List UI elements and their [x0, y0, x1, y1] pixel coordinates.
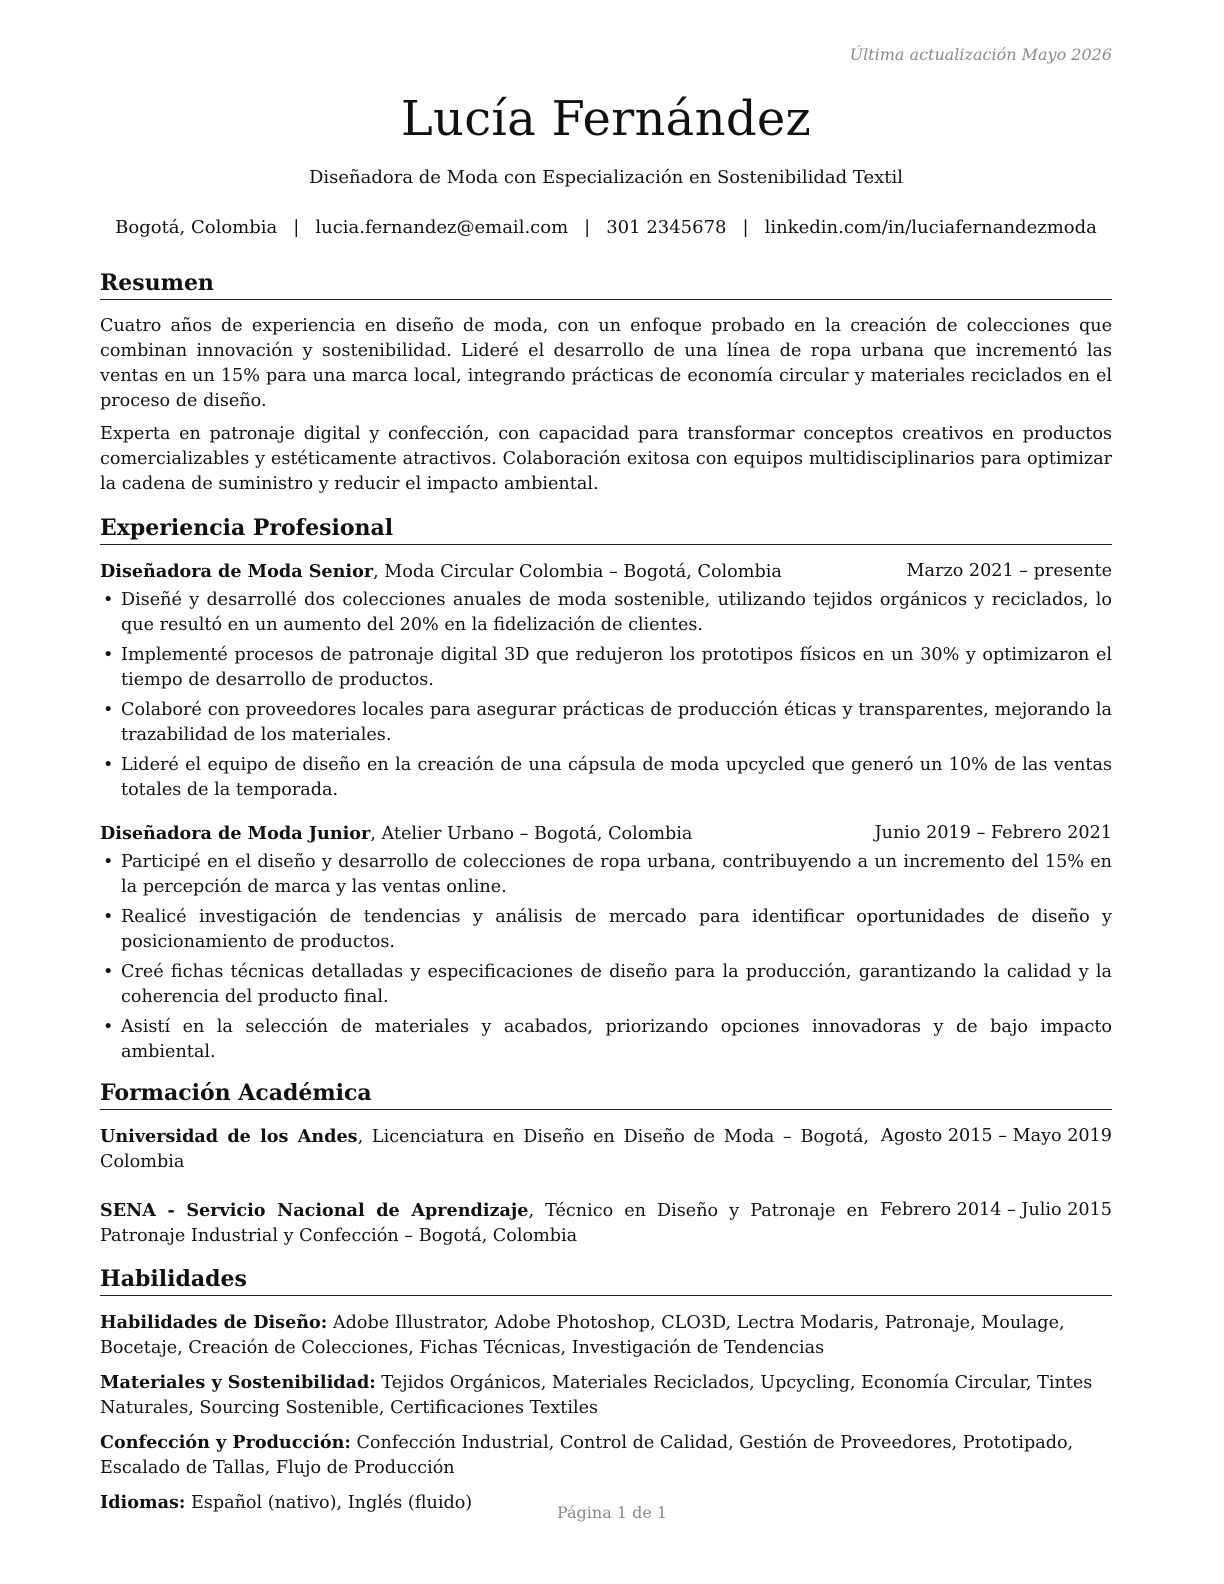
contact-separator: | [584, 217, 591, 238]
summary-paragraph-2: Experta en patronaje digital y confección, con capacidad para transformar conceptos creativos en productos comercializables y estéticamente atractivos. Colaboración exitosa con equipos multidisciplinarios para optimizar la cadena de suministro y reducir el impacto ambiental. [100, 424, 1112, 494]
skill-label: Habilidades de Diseño: [100, 1312, 328, 1333]
job-company: , Atelier Urbano – Bogotá, Colombia [370, 824, 693, 844]
education-institution: SENA - Servicio Nacional de Aprendizaje [100, 1200, 529, 1221]
skill-value: Español (nativo), Inglés (fluido) [185, 1493, 473, 1513]
list-item: • Creé fichas técnicas detalladas y especificaciones de diseño para la producción, garantizando la calidad y la coherencia del producto final. [103, 962, 1112, 1007]
list-item: • Lideré el equipo de diseño en la creación de una cápsula de moda upcycled que generó un 10% de las ventas totales de la temporada. [103, 755, 1112, 800]
bullet-icon: • [103, 755, 114, 775]
bullet-icon: • [103, 1017, 114, 1037]
contact-location: Bogotá, Colombia [115, 217, 278, 238]
job-bullets [100, 850, 1112, 1065]
job-header [100, 559, 1112, 585]
skill-label: Materiales y Sostenibilidad: [100, 1372, 376, 1393]
section-title-habilidades: Habilidades [100, 1265, 1112, 1296]
job-header [100, 821, 1112, 847]
page-number: Página 1 de 1 [556, 1503, 668, 1522]
job-bullets [100, 588, 1112, 803]
contact-email[interactable]: lucia.fernandez@email.com [315, 217, 569, 238]
job-role: Diseñadora de Moda Junior [100, 823, 371, 844]
job-dates: Junio 2019 – Febrero 2021 [874, 823, 1112, 843]
experience-section [100, 514, 1112, 1065]
education-detail: , Licenciatura en Diseño en Diseño de Moda – Bogotá, Colombia [100, 1127, 869, 1172]
list-item: • Diseñé y desarrollé dos colecciones anuales de moda sostenible, utilizando tejidos orgánicos y reciclados, lo que resultó en un aumento del 20% en la fidelización de clientes. [103, 590, 1112, 635]
contact-line [100, 215, 1112, 241]
job-role: Diseñadora de Moda Senior [100, 561, 374, 582]
education-institution: Universidad de los Andes [100, 1126, 358, 1147]
bullet-icon: • [103, 962, 114, 982]
job-entry [100, 821, 1112, 1065]
list-item: • Realicé investigación de tendencias y análisis de mercado para identificar oportunidades de diseño y posicionamiento de productos. [103, 907, 1112, 952]
skill-label: Confección y Producción: [100, 1432, 351, 1453]
bullet-icon: • [103, 907, 114, 927]
section-title-formacion: Formación Académica [100, 1079, 1112, 1110]
skill-group [100, 1310, 1112, 1361]
education-entry [100, 1124, 1112, 1175]
education-section [100, 1079, 1112, 1249]
section-title-resumen: Resumen [100, 269, 1112, 300]
candidate-name: Lucía Fernández [400, 91, 812, 147]
bullet-icon: • [103, 590, 114, 610]
list-item: • Implementé procesos de patronaje digital 3D que redujeron los prototipos físicos en un 30% y optimizaron el tiempo de desarrollo de productos. [103, 645, 1112, 690]
summary-paragraph-1: Cuatro años de experiencia en diseño de moda, con un enfoque probado en la creación de colecciones que combinan innovación y sostenibilidad. Lideré el desarrollo de una línea de ropa urbana que incrementó las ventas en un 15% para una marca local, integrando prácticas de economía circular y materiales reciclados en el proceso de diseño. [100, 316, 1112, 411]
education-dates: Agosto 2015 – Mayo 2019 [880, 1126, 1112, 1146]
job-dates: Marzo 2021 – presente [906, 561, 1112, 581]
education-entry [100, 1198, 1112, 1249]
contact-separator: | [742, 217, 749, 238]
education-dates: Febrero 2014 – Julio 2015 [880, 1200, 1112, 1220]
contact-linkedin[interactable]: linkedin.com/in/luciafernandezmoda [764, 217, 1097, 238]
skill-value: Tejidos Orgánicos, Materiales Reciclados, Upcycling, Economía Circular, Tintes Naturales, Sourcing Sostenible, Certificaciones Textiles [100, 1373, 1093, 1418]
skill-value: Confección Industrial, Control de Calidad, Gestión de Proveedores, Prototipado, Escalado de Tallas, Flujo de Producción [100, 1433, 1074, 1478]
list-item: • Asistí en la selección de materiales y acabados, priorizando opciones innovadoras y de bajo impacto ambiental. [103, 1017, 1112, 1062]
contact-phone: 301 2345678 [606, 217, 727, 238]
job-entry [100, 559, 1112, 803]
skill-value: Adobe Illustrator, Adobe Photoshop, CLO3D, Lectra Modaris, Patronaje, Moulage, Bocetaje, Creación de Colecciones, Fichas Técnicas, Investigación de Tendencias [100, 1313, 1065, 1358]
section-title-experiencia: Experiencia Profesional [100, 514, 1112, 545]
skill-group [100, 1370, 1112, 1421]
job-company: , Moda Circular Colombia – Bogotá, Colombia [373, 562, 782, 582]
bullet-icon: • [103, 700, 114, 720]
list-item: • Participé en el diseño y desarrollo de colecciones de ropa urbana, contribuyendo a un incremento del 15% en la percepción de marca y las ventas online. [103, 852, 1112, 897]
skills-section [100, 1265, 1112, 1516]
summary-section [100, 269, 1112, 497]
skill-label: Idiomas: [100, 1492, 186, 1513]
bullet-icon: • [103, 852, 114, 872]
bullet-icon: • [103, 645, 114, 665]
list-item: • Colaboré con proveedores locales para asegurar prácticas de producción éticas y transparentes, mejorando la trazabilidad de los materiales. [103, 700, 1112, 745]
contact-separator: | [293, 217, 300, 238]
education-detail: , Técnico en Diseño y Patronaje en Patronaje Industrial y Confección – Bogotá, Colombia [100, 1201, 869, 1246]
skill-group [100, 1430, 1112, 1481]
last-updated: Última actualización Mayo 2026 [849, 45, 1112, 64]
headline: Diseñadora de Moda con Especialización en Sostenibilidad Textil [308, 167, 904, 188]
